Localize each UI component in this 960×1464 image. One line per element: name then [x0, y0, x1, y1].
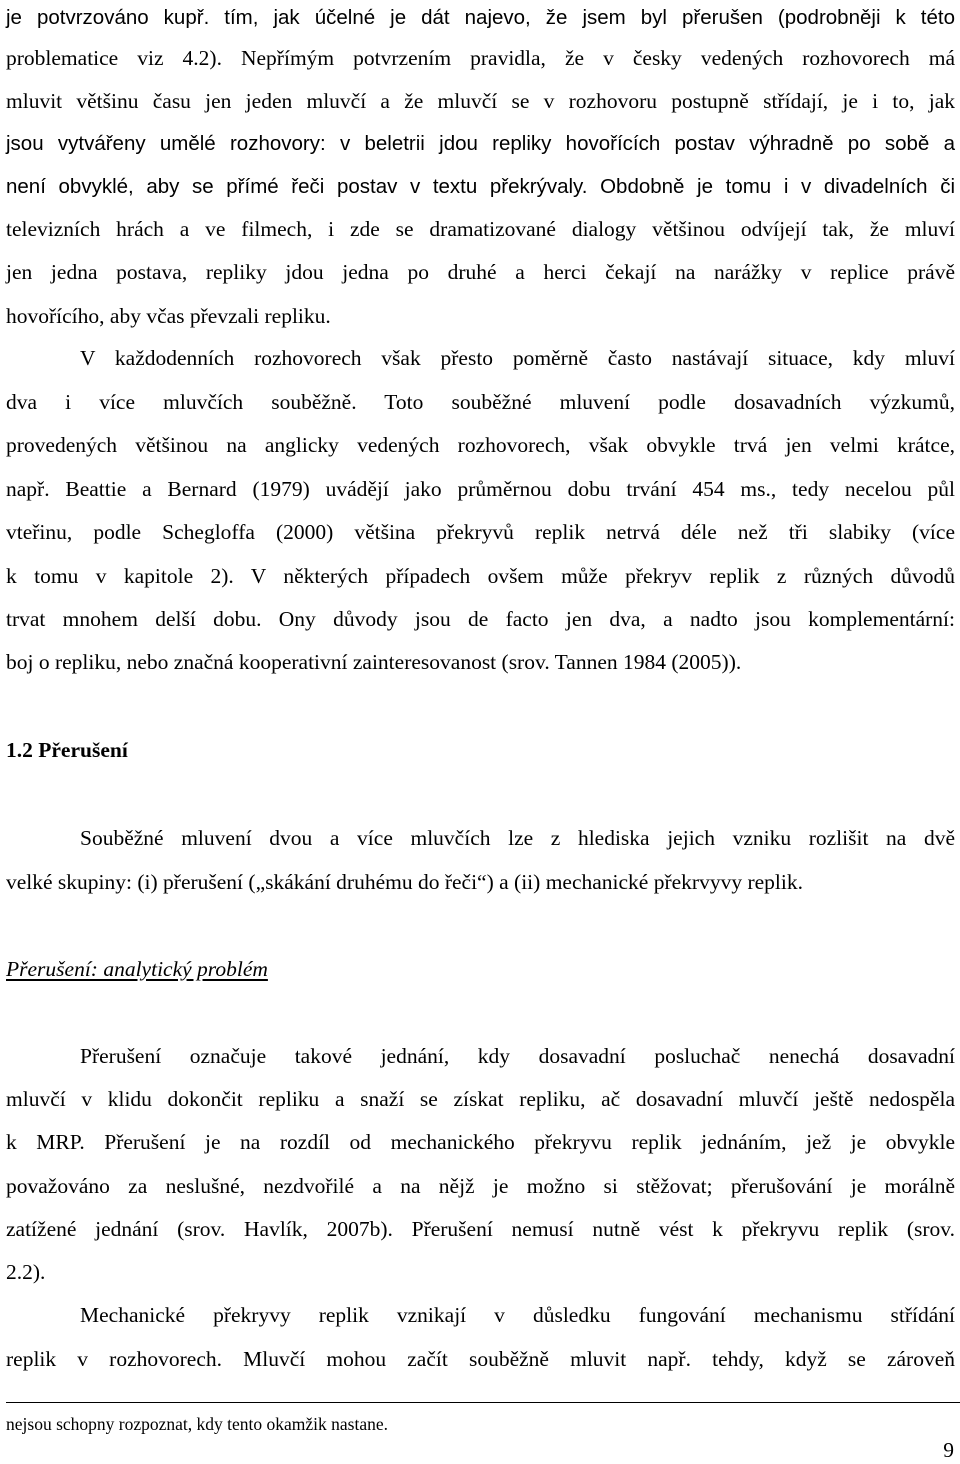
text-line: velké skupiny: (i) přerušení („skákání druhému do řeči“) a (ii) mechanické překrvyvy replik. [6, 870, 803, 894]
text-line: k MRP. Přerušení je na rozdíl od mechanického překryvu replik jednáním, jež je obvykle [6, 1130, 955, 1154]
text-line: považováno za neslušné, nezdvořilé a na nějž je možno si stěžovat; přerušování je morálně [6, 1174, 955, 1198]
text-line: provedených většinou na anglicky vedených rozhovorech, však obvykle trvá jen velmi krátce, [6, 433, 955, 457]
subheading: Přerušení: analytický problém [6, 957, 268, 981]
text-line: mluvit většinu času jen jeden mluvčí a že mluvčí se v rozhovoru postupně střídají, je i to, jak [6, 89, 955, 113]
text-line: 2.2). [6, 1260, 46, 1284]
text-line: není obvyklé, aby se přímé řeči postav v textu překrývaly. Obdobně je tomu i v divadelních či [6, 175, 955, 198]
text-line: problematice viz 4.2). Nepřímým potvrzením pravidla, že v česky vedených rozhovorech má [6, 46, 955, 70]
paragraph-start: V každodenních rozhovorech však přesto poměrně často nastávají situace, kdy mluví [80, 346, 955, 370]
text-line: hovořícího, aby včas převzali repliku. [6, 304, 331, 328]
text-line: k tomu v kapitole 2). V některých případech ovšem může překryv replik z různých důvodů [6, 564, 955, 588]
text-line: trvat mnohem delší dobu. Ony důvody jsou de facto jen dva, a nadto jsou komplementární: [6, 607, 955, 631]
paragraph-start: Přerušení označuje takové jednání, kdy dosavadní posluchač nenechá dosavadní [80, 1044, 955, 1068]
text-line: televizních hrách a ve filmech, i zde se dramatizované dialogy většinou odvíjejí tak, že mluví [6, 217, 955, 241]
text-line: jen jedna postava, repliky jdou jedna po druhé a herci čekají na narážky v replice právě [6, 260, 955, 284]
text-line: boj o repliku, nebo značná kooperativní zainteresovanost (srov. Tannen 1984 (2005)). [6, 650, 742, 674]
footnote: nejsou schopny rozpoznat, kdy tento okamžik nastane. [6, 1414, 388, 1434]
footnote-separator [6, 1402, 960, 1403]
page-number: 9 [943, 1438, 954, 1462]
text-line: jsou vytvářeny umělé rozhovory: v beletrii jdou repliky hovořících postav výhradně po sobě a [6, 132, 955, 155]
paragraph-start: Mechanické překryvy replik vznikají v důsledku fungování mechanismu střídání [80, 1303, 955, 1327]
text-line: např. Beattie a Bernard (1979) uvádějí jako průměrnou dobu trvání 454 ms., tedy necelou půl [6, 477, 955, 501]
text-line: vteřinu, podle Schegloffa (2000) většina překryvů replik netrvá déle než tři slabiky (více [6, 520, 955, 544]
text-line: zatížené jednání (srov. Havlík, 2007b). Přerušení nemusí nutně vést k překryvu replik (srov. [6, 1217, 955, 1241]
section-heading: 1.2 Přerušení [6, 738, 128, 762]
text-line: mluvčí v klidu dokončit repliku a snaží se získat repliku, ač dosavadní mluvčí ještě nedospěla [6, 1087, 955, 1111]
text-line: je potvrzováno kupř. tím, jak účelné je dát najevo, že jsem byl přerušen (podrobněji k této [6, 6, 955, 29]
paragraph-start: Souběžné mluvení dvou a více mluvčích lze z hlediska jejich vzniku rozlišit na dvě [80, 826, 955, 850]
text-line: replik v rozhovorech. Mluvčí mohou začít souběžně mluvit např. tehdy, když se zároveň [6, 1347, 955, 1371]
text-line: dva i více mluvčích souběžně. Toto souběžné mluvení podle dosavadních výzkumů, [6, 390, 955, 414]
